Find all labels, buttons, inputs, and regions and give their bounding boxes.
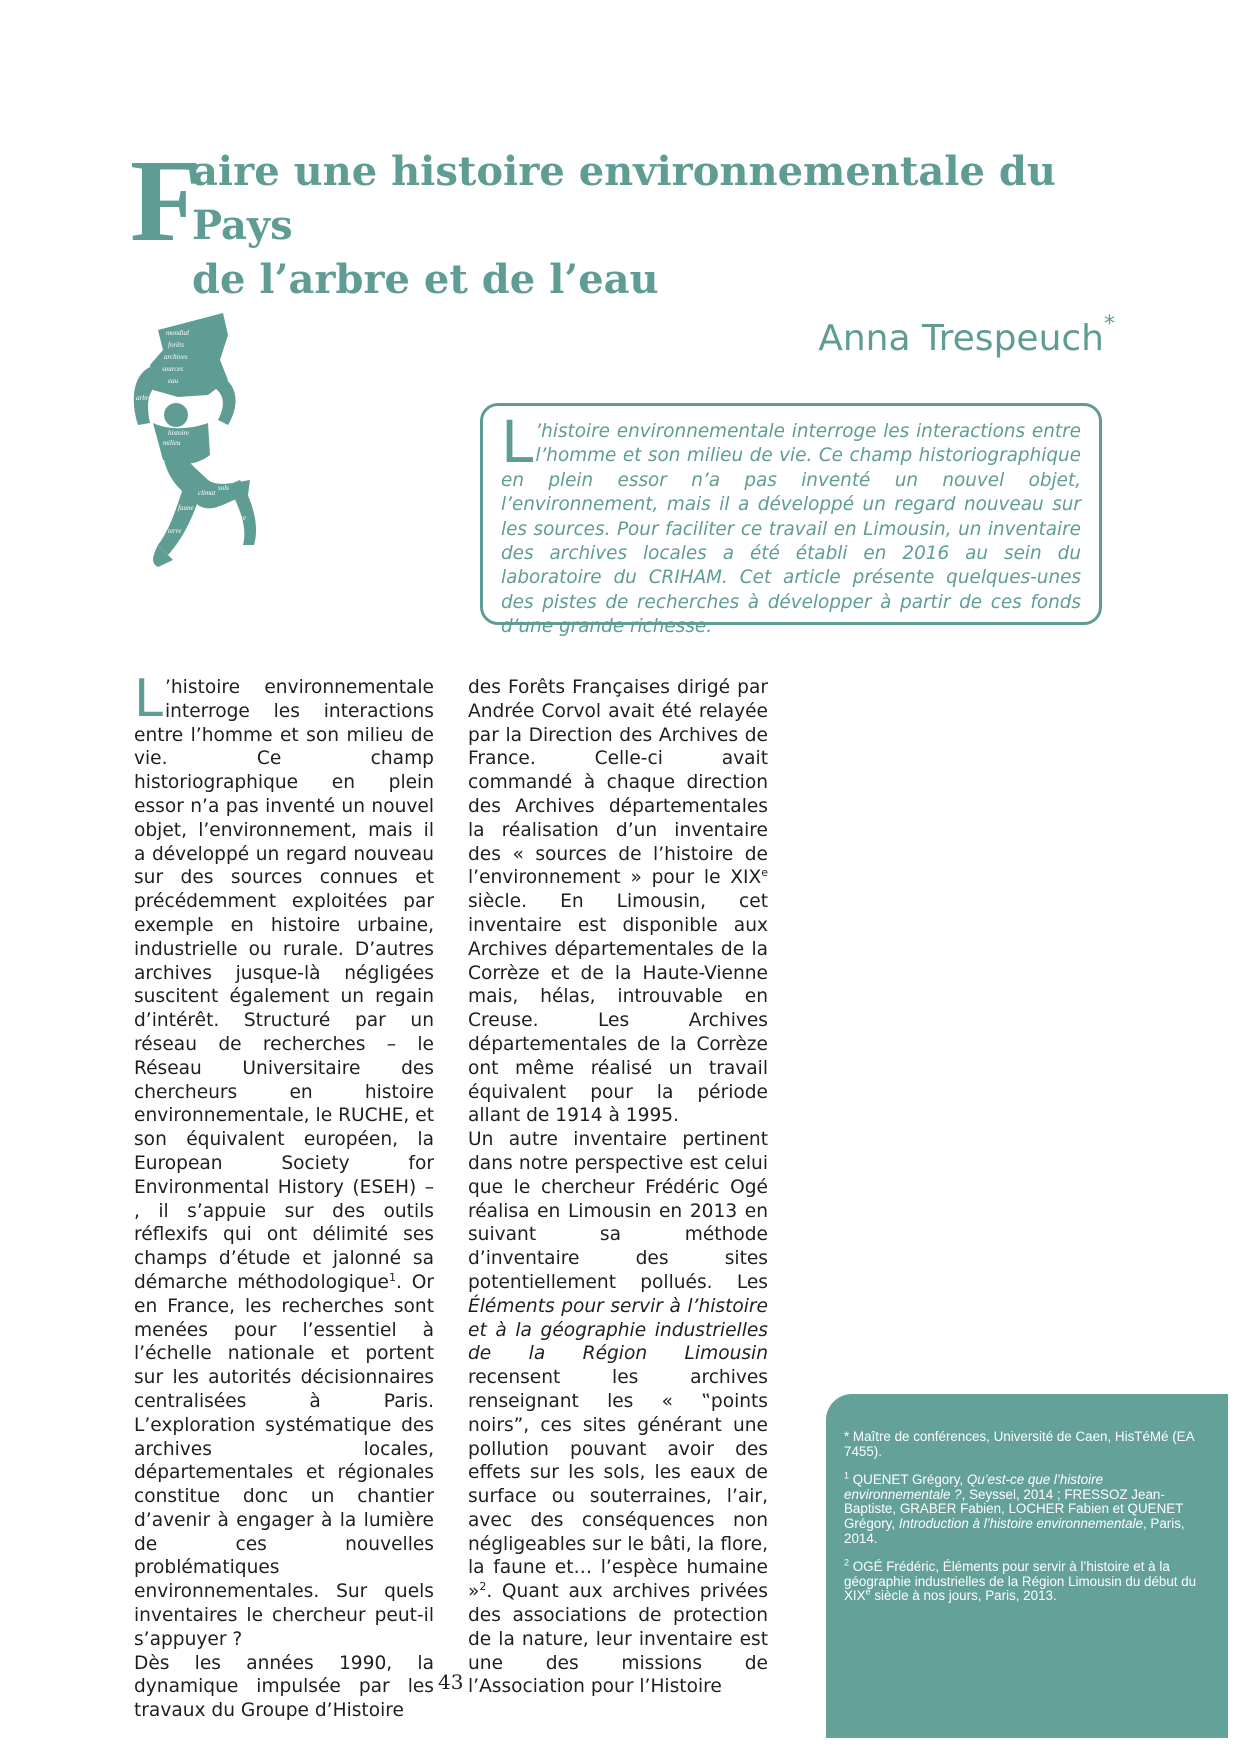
paragraph: Dès les années 1990, la dynamique impulsée par les travaux du Groupe d’Histoire [134, 1652, 434, 1722]
author [818, 312, 1115, 359]
paragraph-text: des Forêts Françaises dirigé par Andrée Corvol avait été relayée par la Direction des Archives de France. Celle-ci avait commandé à chaque direction des Archives départementales la réalisation d’un inventaire des « sources de l’histoire de l’environnement » pour le XIX [468, 677, 768, 889]
figure-word: archives [164, 353, 188, 361]
paragraph-text: Un autre inventaire pertinent dans notre perspective est celui que le chercheur Frédéric Ogé réalisa en Limousin en 2013 en suivant sa méthode d’inventaire des sites potentiellement pollués. Les [468, 1129, 768, 1293]
figure-word: mondial [166, 329, 189, 337]
abstract-box [480, 403, 1102, 638]
footnote-2 [844, 1557, 1208, 1604]
title-line-2: de l’arbre et de l’eau [192, 256, 659, 303]
author-name: Anna Trespeuch [818, 318, 1104, 359]
figure-word: milieu [163, 439, 181, 447]
footnote-text: , Paris, 2014. [844, 1515, 1185, 1546]
superscript: e [761, 866, 768, 880]
figure-word: histoire [168, 429, 190, 437]
abstract-text: ’histoire environnementale interroge les interactions entre l’homme et son milieu de vie. Ce champ historiographique en plein essor n’a pas inventé un nouvel objet, l’environnement, mais il a développé un regard nouveau sur les sources. Pour faciliter ce travail en Limousin, un inventaire des archives locales a été établi en 2016 au sein du laboratoire du CRIHAM. Cet article présente quelques-unes des pistes de recherches à développer à partir de ces fonds d’une grande richesse. [501, 421, 1081, 638]
figure-word: eau [168, 377, 179, 385]
paragraph [468, 676, 768, 1128]
footnotes-box [826, 1394, 1228, 1738]
author-footnote-mark: * [1104, 312, 1115, 337]
abstract-drop-letter: L [501, 408, 534, 476]
text-column-2 [468, 676, 768, 1699]
book-title: Éléments pour servir à l’histoire et à la géographie industrielles de la Région Limousin [468, 1295, 768, 1365]
paragraph-text: . Quant aux archives privées des associations de protection de la nature, leur inventaire est une des missions de l’Association pour l’Histoire [468, 1581, 768, 1698]
paragraph-text: ’histoire environnementale interroge les interactions entre l’homme et son milieu de vie. Ce champ historiographique en plein essor n’a pas inventé un nouvel objet, l’environnement, mais il a développé un regard nouveau sur des sources connues et précédemment exploitées par exemple en histoire urbaine, industrielle ou rurale. D’autres archives jusque-là négligées suscitent également un regain d’intérêt. Structuré par un réseau de recherches – le Réseau Universitaire des chercheurs en histoire environnementale, le RUCHE, et son équivalent européen, la European Society for Environmental History (ESEH) – , il s’appuie sur des outils réflexifs qui ont délimité ses champs d’étude et jalonné sa démarche méthodologique [134, 677, 434, 1293]
figure-word: faune [178, 504, 194, 512]
figure-word: sources [162, 365, 184, 373]
paragraph [134, 669, 434, 1652]
footnote-number: 2 [844, 1557, 850, 1568]
figure-word: sols [218, 484, 229, 492]
footnote-ref: 1 [388, 1270, 396, 1284]
book-title: Introduction à l’histoire environnementale [898, 1515, 1143, 1531]
text-column-1 [134, 669, 434, 1723]
figure-word: nature [188, 414, 207, 422]
book-title: Qu’est-ce que l’histoire environnementale ? [844, 1472, 1104, 1502]
footnote-1 [844, 1470, 1208, 1546]
paragraph-text: recensent les archives renseignant les « ‟points noirs”, ces sites générant une pollution pouvant avoir des effets sur les sols, les eaux de surface ou souterraines, l’air, avec des conséquences non négligeables sur le bâti, la flore, la faune et… l’espèce humaine » [468, 1367, 768, 1603]
footnote-text: siècle à nos jours, Paris, 2013. [870, 1588, 1057, 1604]
footnote-text: , Seyssel, 2014 ; FRESSOZ Jean-Baptiste, GRABER Fabien, LOCHER Fabien et QUENET Grégory, [844, 1486, 1184, 1531]
column-drop-letter: L [134, 669, 163, 729]
footnote-text: QUENET Grégory, [849, 1472, 967, 1488]
figure-word: flore [233, 514, 246, 522]
footnote-ref: 2 [479, 1580, 487, 1594]
figure-word: climat [198, 489, 216, 497]
figure-word: terre [168, 527, 182, 535]
figure-word: arbre [136, 394, 152, 402]
title-line-1: aire une histoire environnementale du Pays [192, 148, 1056, 249]
figure-word: forêts [168, 341, 184, 349]
superscript: e [865, 1586, 871, 1597]
paragraph-text: . Or en France, les recherches sont menées pour l’essentiel à l’échelle nationale et portent sur les autorités décisionnaires centralisées à Paris. L’exploration systématique des archives locales, départementales et régionales constitue donc un chantier d’avenir à engager à la lumière de ces nouvelles problématiques environnementales. Sur quels inventaires le chercheur peut-il s’appuyer ? [134, 1271, 434, 1650]
paragraph-text: siècle. En Limousin, cet inventaire est disponible aux Archives départementales de la Corrèze et de la Haute-Vienne mais, hélas, introuvable en Creuse. Les Archives départementales de la Corrèze ont même réalisé un travail équivalent pour la période allant de 1914 à 1995. [468, 891, 768, 1127]
text-figure-illustration [128, 305, 288, 575]
title-drop-letter: F [130, 135, 203, 266]
footnote-author: * Maître de conférences, Université de Caen, HisTéMé (EA 7455). [844, 1429, 1194, 1459]
paragraph [468, 1128, 768, 1699]
footnote-number: 1 [844, 1470, 850, 1481]
page-number: 43 [438, 1670, 464, 1694]
title-text [192, 145, 1130, 307]
footnote-text: OGÉ Frédéric, Éléments pour servir à l’histoire et à la géographie industrielles de la Région Limousin du début du XIX [844, 1559, 1197, 1604]
